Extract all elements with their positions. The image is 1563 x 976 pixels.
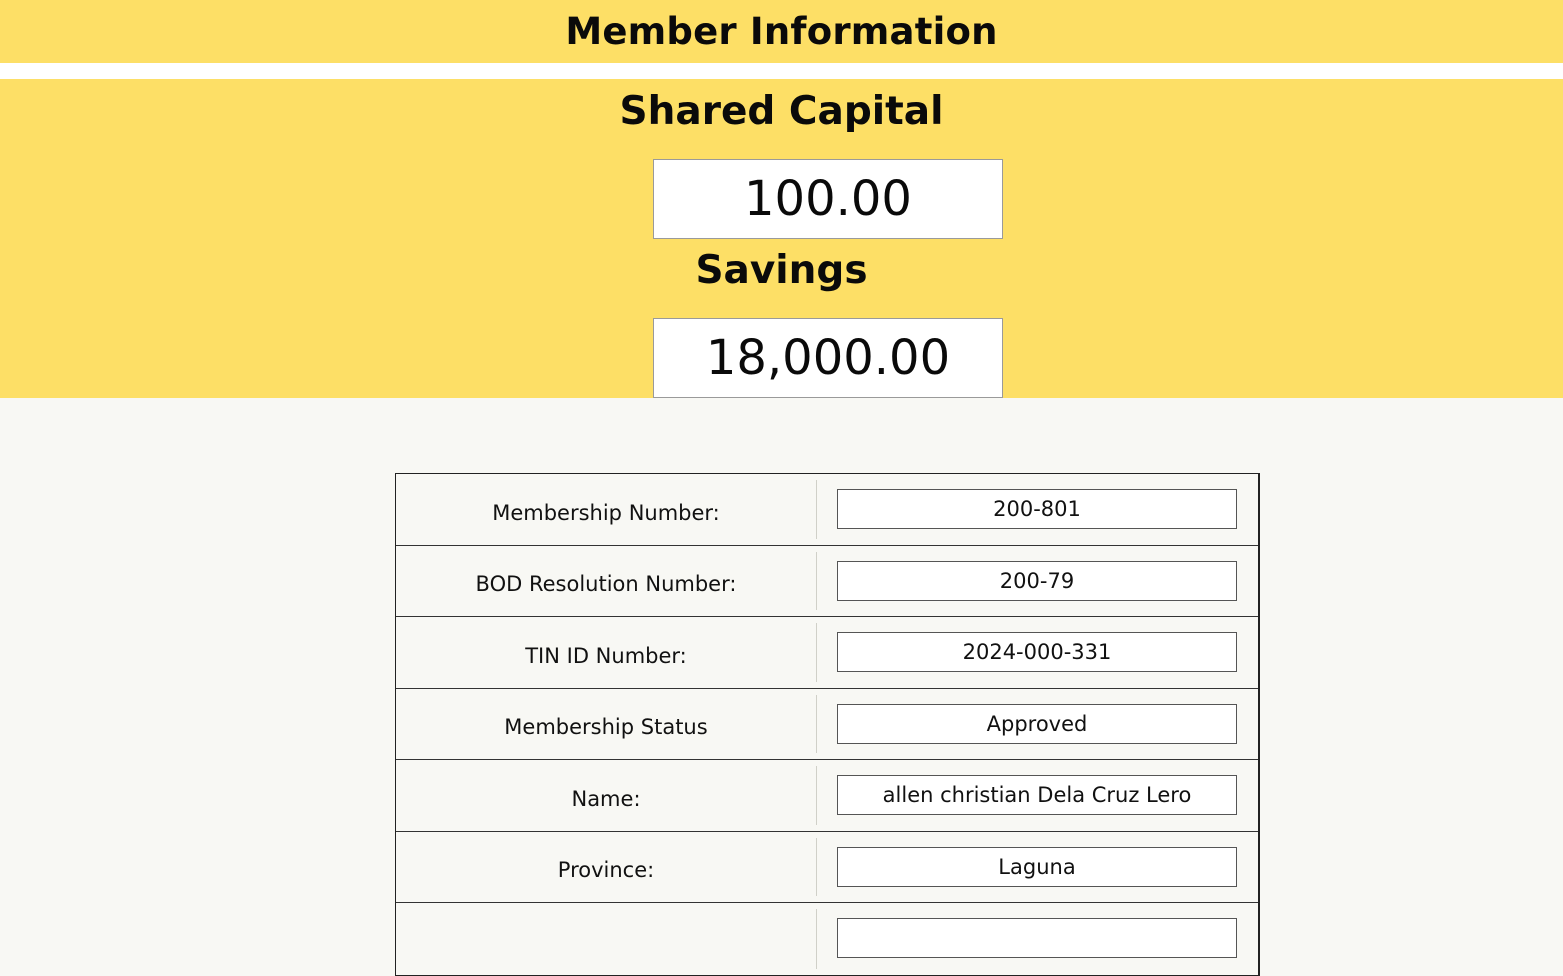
tin-id-number-label: TIN ID Number: [396, 623, 817, 682]
table-row [396, 474, 1258, 546]
membership-number-label: Membership Number: [396, 480, 817, 539]
tin-id-number-field[interactable]: 2024-000-331 [837, 632, 1237, 672]
name-label: Name: [396, 766, 817, 825]
table-row [396, 832, 1258, 904]
next-row-field[interactable] [837, 918, 1237, 958]
province-field[interactable]: Laguna [837, 847, 1237, 887]
shared-capital-label: Shared Capital [619, 89, 944, 134]
membership-status-label: Membership Status [396, 695, 817, 754]
savings-value: 18,000.00 [653, 318, 1003, 398]
shared-capital-value: 100.00 [653, 159, 1003, 239]
page-title: Member Information [565, 10, 998, 53]
table-row [396, 689, 1258, 761]
next-row-label [396, 909, 817, 969]
bod-resolution-number-label: BOD Resolution Number: [396, 552, 817, 611]
table-row [396, 903, 1258, 975]
table-row [396, 760, 1258, 832]
province-label: Province: [396, 838, 817, 897]
bod-resolution-number-field[interactable]: 200-79 [837, 561, 1237, 601]
page-header [0, 0, 1563, 63]
table-row [396, 617, 1258, 689]
membership-status-field[interactable]: Approved [837, 704, 1237, 744]
table-row [396, 546, 1258, 618]
name-field[interactable]: allen christian Dela Cruz Lero [837, 775, 1237, 815]
member-info-table [395, 473, 1260, 976]
header-divider [0, 63, 1563, 79]
membership-number-field[interactable]: 200-801 [837, 489, 1237, 529]
savings-label: Savings [695, 248, 868, 293]
balances-panel [0, 79, 1563, 398]
